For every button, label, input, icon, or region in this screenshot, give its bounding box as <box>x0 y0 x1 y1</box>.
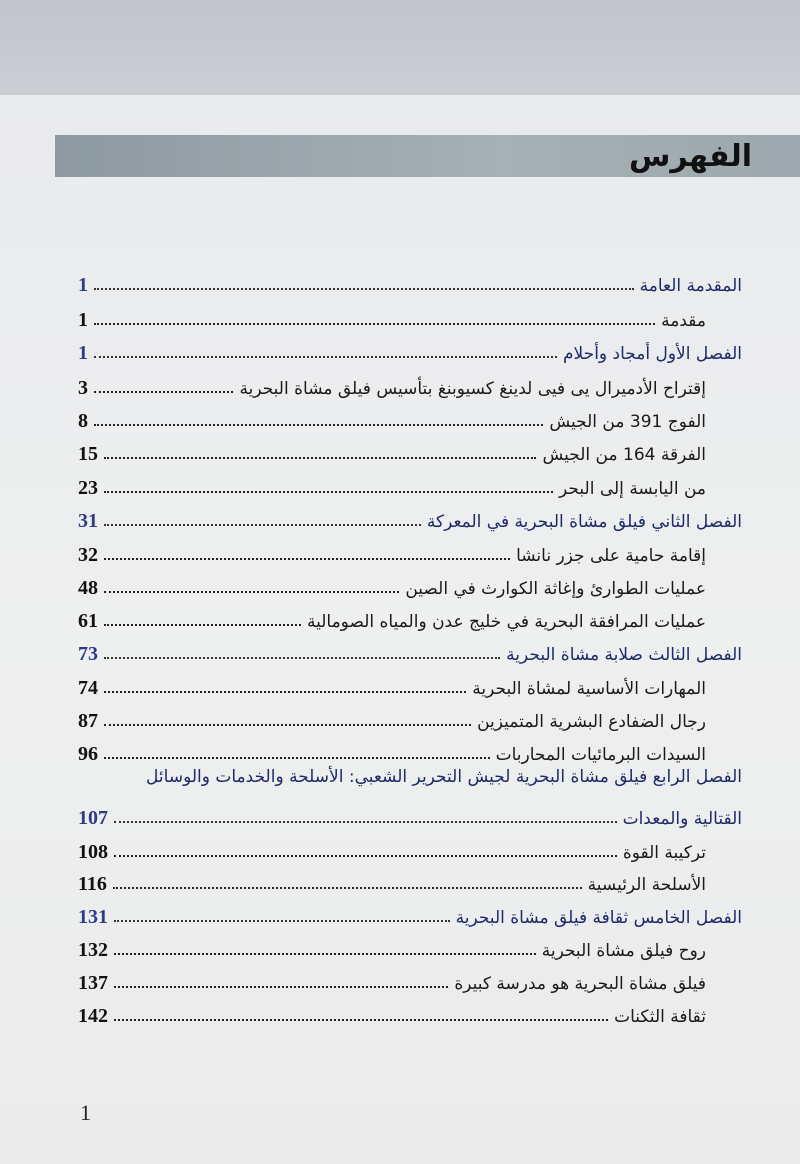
toc-entry-page: 15 <box>78 443 98 465</box>
toc-entry <box>78 703 724 733</box>
toc-entry <box>78 267 742 297</box>
dot-leader <box>104 524 421 526</box>
toc-entry-title: إقامة حامية على جزر نانشا <box>516 546 706 566</box>
toc-entry-page: 137 <box>78 972 108 994</box>
toc-entry <box>78 335 742 365</box>
toc-entry-page: 1 <box>78 309 88 331</box>
toc-entry <box>78 965 724 995</box>
toc-entry-title: ثقافة الثكنات <box>614 1007 706 1027</box>
dot-leader <box>104 491 553 493</box>
dot-leader <box>114 855 617 857</box>
toc-entry <box>78 603 724 633</box>
toc-entry-title: القتالية والمعدات <box>622 809 742 829</box>
toc-entry-page: 23 <box>78 477 98 499</box>
dot-leader <box>104 657 500 659</box>
dot-leader <box>114 986 448 988</box>
toc-chapter-continuation: الفصل الرابع فيلق مشاة البحرية لجيش التحرير الشعبي: الأسلحة والخدمات والوسائل <box>146 767 742 787</box>
dot-leader <box>114 953 536 955</box>
toc-entry-page: 74 <box>78 677 98 699</box>
dot-leader <box>104 757 490 759</box>
toc-entry-title: الفصل الثالث صلابة مشاة البحرية <box>506 645 742 665</box>
toc-entry-title: رجال الضفادع البشرية المتميزين <box>477 712 706 732</box>
toc-entry-title: السيدات البرمائيات المحاربات <box>495 745 706 765</box>
toc-entry <box>78 670 724 700</box>
dot-leader <box>114 1019 608 1021</box>
toc-entry-title: المهارات الأساسية لمشاة البحرية <box>472 679 706 699</box>
page-number: 1 <box>80 1100 91 1125</box>
toc-entry-page: 142 <box>78 1005 108 1027</box>
toc-entry <box>78 570 724 600</box>
toc-entry-title: فيلق مشاة البحرية هو مدرسة كبيرة <box>454 974 706 994</box>
toc-entry-title: الأسلحة الرئيسية <box>587 875 706 895</box>
toc-entry-page: 116 <box>78 873 107 895</box>
toc-entry-title: روح فيلق مشاة البحرية <box>541 941 706 961</box>
toc-entry-page: 1 <box>78 274 88 296</box>
dot-leader <box>113 887 582 889</box>
toc-entry-page: 96 <box>78 743 98 765</box>
toc-entry <box>78 470 724 500</box>
toc-entry-page: 32 <box>78 544 98 566</box>
dot-leader <box>94 356 557 358</box>
dot-leader <box>94 288 634 290</box>
toc-entry <box>78 932 724 962</box>
dot-leader <box>104 558 510 560</box>
dot-leader <box>104 624 301 626</box>
toc-entry-title: المقدمة العامة <box>639 276 742 296</box>
toc-entry-title: مقدمة <box>661 311 706 331</box>
dot-leader <box>104 457 536 459</box>
toc-entry-page: 107 <box>78 807 108 829</box>
toc-entry <box>78 302 724 332</box>
dot-leader <box>94 424 543 426</box>
toc-entry-title: تركيبة القوة <box>622 843 706 863</box>
toc-entry-page: 61 <box>78 610 98 632</box>
toc-entry <box>78 436 724 466</box>
toc-entry-page: 8 <box>78 410 88 432</box>
dot-leader <box>94 391 233 393</box>
toc-entry-title: الفصل الخامس ثقافة فيلق مشاة البحرية <box>455 908 742 928</box>
toc-entry-title: الفصل الثاني فيلق مشاة البحرية في المعركة <box>426 512 742 532</box>
toc-entry-page: 131 <box>78 906 108 928</box>
toc-entry-title: الفوج 391 من الجيش <box>549 412 706 432</box>
toc-entry-page: 132 <box>78 939 108 961</box>
toc-entry <box>78 537 724 567</box>
toc-entry-page: 3 <box>78 377 88 399</box>
toc-entry <box>78 403 724 433</box>
dot-leader <box>104 724 471 726</box>
toc-entry-page: 1 <box>78 342 88 364</box>
toc-entry-page: 73 <box>78 643 98 665</box>
toc-entry-page: 87 <box>78 710 98 732</box>
toc-entry-page: 108 <box>78 841 108 863</box>
dot-leader <box>114 920 450 922</box>
toc-entry <box>78 370 724 400</box>
toc-entry <box>78 899 742 929</box>
dot-leader <box>104 691 466 693</box>
dot-leader <box>94 323 655 325</box>
page-title: الفهرس <box>628 139 752 174</box>
toc-entry <box>78 800 742 830</box>
dot-leader <box>104 591 399 593</box>
toc-entry <box>78 834 724 864</box>
toc-entry-page: 31 <box>78 510 98 532</box>
toc-entry-title: من اليابسة إلى البحر <box>559 479 706 499</box>
toc-entry <box>78 503 742 533</box>
toc-entry-title: الفرقة 164 من الجيش <box>542 445 706 465</box>
toc-entry <box>78 736 724 766</box>
toc-entry <box>78 866 724 896</box>
toc-entry-title: عمليات الطوارئ وإغاثة الكوارث في الصين <box>405 579 706 599</box>
toc-entry-title: الفصل الأول أمجاد وأحلام <box>563 344 742 364</box>
toc-entry-title: إقتراح الأدميرال يى فيى لدينغ كسيوبنغ بتأسيس فيلق مشاة البحرية <box>239 379 706 399</box>
toc-entry <box>78 998 724 1028</box>
toc-entry <box>78 636 742 666</box>
toc-entry-title: عمليات المرافقة البحرية في خليج عدن والمياه الصومالية <box>306 612 706 632</box>
toc-entry-page: 48 <box>78 577 98 599</box>
dot-leader <box>114 821 617 823</box>
